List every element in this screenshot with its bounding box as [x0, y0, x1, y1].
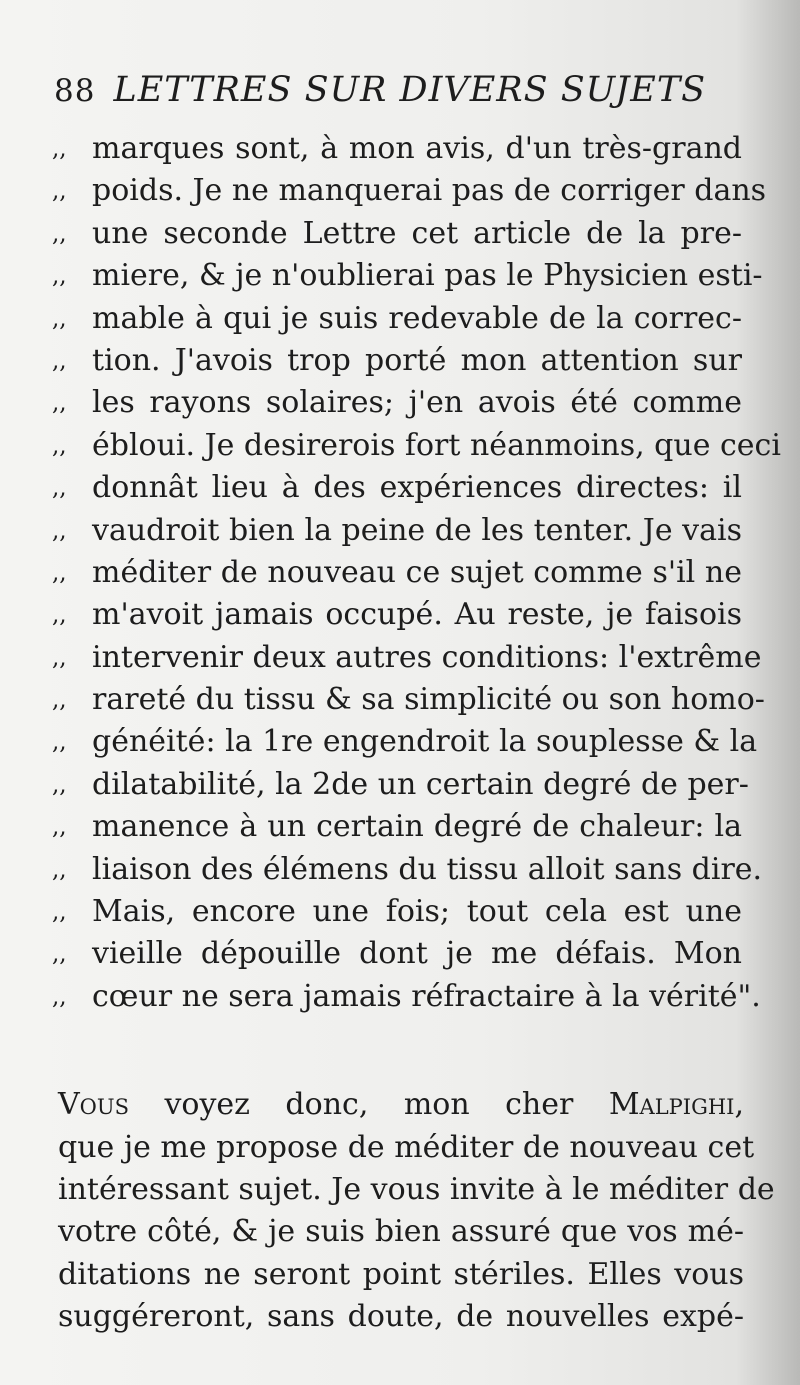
line-text: manence à un certain degré de chaleur: la [92, 809, 742, 845]
text-line [0, 849, 800, 891]
paragraph-two [0, 1084, 800, 1338]
text-line: votre côté, & je suis bien assuré que vos mé- [58, 1214, 744, 1250]
quote-mark: ,, [52, 814, 67, 841]
quote-mark: ,, [52, 856, 67, 883]
text-line: suggéreront, sans doute, de nouvelles expé- [58, 1299, 744, 1335]
quote-mark: ,, [52, 899, 67, 926]
line-text: vieille dépouille dont je me défais. Mon [92, 936, 742, 972]
line-text: vaudroit bien la peine de les tenter. Je vais [92, 512, 742, 548]
text-line [0, 298, 800, 340]
line-text: méditer de nouveau ce sujet comme s'il ne [92, 554, 742, 590]
quote-mark: ,, [52, 602, 67, 629]
quote-mark: ,, [52, 517, 67, 544]
running-header [54, 68, 706, 113]
text-line [0, 806, 800, 848]
text-line [0, 891, 800, 933]
line-text: mable à qui je suis redevable de la correc- [92, 300, 742, 336]
text-line [0, 255, 800, 297]
running-title: LETTRES SUR DIVERS SUJETS [113, 70, 707, 110]
line-text: donnât lieu à des expériences directes: il [92, 470, 742, 506]
text-line [0, 213, 800, 255]
text-line [0, 637, 800, 679]
line-text: liaison des élémens du tissu alloit sans dire. [92, 851, 763, 887]
quote-mark: ,, [52, 771, 67, 798]
paragraph-gap [0, 1018, 800, 1084]
line-text: marques sont, à mon avis, d'un très-grand [92, 131, 742, 166]
page-number: 88 [54, 73, 96, 109]
line-text: dilatabilité, la 2de un certain degré de per- [92, 766, 749, 802]
text-line [0, 721, 800, 763]
text-line [0, 510, 800, 552]
page-body [0, 128, 800, 1339]
text-line [0, 552, 800, 594]
line-text: une seconde Lettre cet article de la pre- [92, 215, 742, 251]
text-line [0, 340, 800, 382]
line-text: généité: la 1re engendroit la souplesse & la [92, 724, 758, 760]
quote-mark: ,, [52, 687, 67, 714]
text-line [0, 128, 800, 170]
quote-mark: ,, [52, 983, 67, 1010]
quote-mark: ,, [52, 941, 67, 968]
text-line: Vous voyez donc, mon cher Malpighi, [58, 1087, 744, 1123]
line-text: tion. J'avois trop porté mon attention sur [92, 342, 742, 378]
quote-mark: ,, [52, 729, 67, 756]
text-line: ditations ne seront point stériles. Elles vous [58, 1256, 744, 1292]
quote-mark: ,, [52, 559, 67, 586]
quote-mark: ,, [52, 644, 67, 671]
quoted-paragraph [0, 128, 800, 1018]
quote-mark: ,, [52, 347, 67, 374]
quote-mark: ,, [52, 178, 67, 205]
line-text: rareté du tissu & sa simplicité ou son homo- [92, 682, 765, 718]
quote-mark: ,, [52, 305, 67, 332]
line-text: ébloui. Je desirerois fort néanmoins, que ceci [92, 427, 781, 463]
text-line [0, 425, 800, 467]
text-line [0, 679, 800, 721]
quote-mark: ,, [52, 475, 67, 502]
text-line [0, 170, 800, 212]
quote-mark: ,, [52, 432, 67, 459]
text-line [0, 467, 800, 509]
line-text: cœur ne sera jamais réfractaire à la vérité". [92, 978, 761, 1014]
line-text: miere, & je n'oublierai pas le Physicien esti- [92, 258, 763, 294]
text-line: intéressant sujet. Je vous invite à le méditer de [58, 1171, 775, 1207]
line-text: m'avoit jamais occupé. Au reste, je faisois [92, 597, 742, 633]
quote-mark: ,, [52, 390, 67, 417]
correspondent-name: Malpighi [608, 1087, 735, 1123]
quote-mark: ,, [52, 220, 67, 247]
text-line [0, 976, 800, 1018]
paragraph-lead: Vous [58, 1087, 129, 1123]
quote-mark: ,, [52, 136, 67, 162]
text-line [0, 594, 800, 636]
line-text: intervenir deux autres conditions: l'extrême [92, 639, 762, 675]
quote-mark: ,, [52, 263, 67, 290]
text-line [0, 764, 800, 806]
text-line: que je me propose de méditer de nouveau cet [58, 1129, 755, 1165]
line-text: poids. Je ne manquerai pas de corriger dans [92, 173, 767, 209]
line-text: Mais, encore une fois; tout cela est une [92, 894, 742, 930]
text-line [0, 933, 800, 975]
text-line [0, 382, 800, 424]
line-text: les rayons solaires; j'en avois été comme [92, 385, 742, 421]
